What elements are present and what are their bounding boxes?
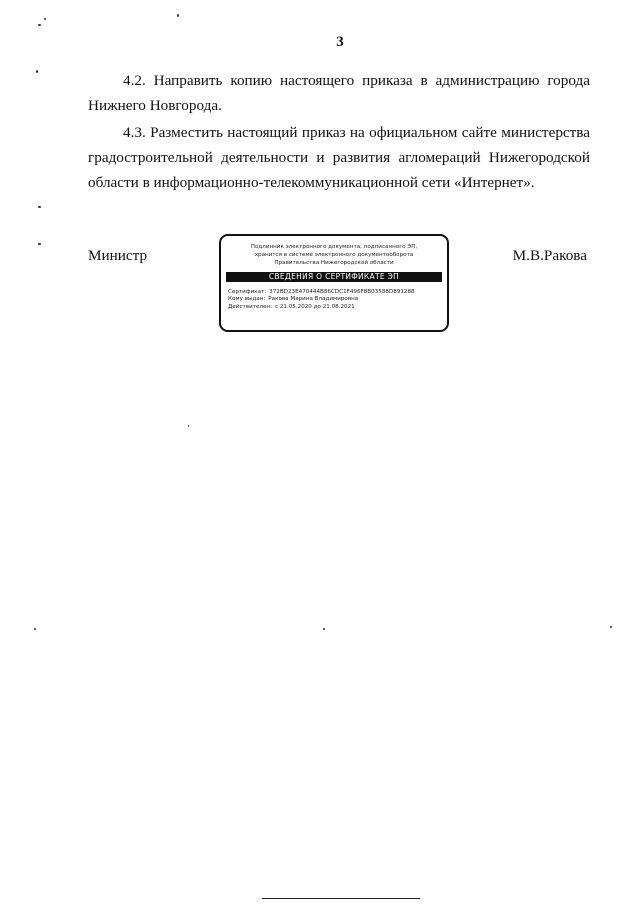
issued-to-value: Ракова Марина Владимировна [268, 296, 359, 303]
valid-label: Действителен: [228, 303, 272, 310]
footer-rule [262, 898, 420, 899]
stamp-header-line: хранится в системе электронного документооборота [254, 252, 414, 258]
paragraph-line: 4.3. Разместить настоящий приказ на официальном сайте министерства [123, 124, 590, 141]
stamp-header-line: Подлинник электронного документа, подписанного ЭП, [250, 244, 418, 250]
scan-speck [38, 206, 41, 208]
paragraph-line: 4.2. Направить копию настоящего приказа в администрацию города [123, 72, 590, 89]
issued-to-row [228, 296, 447, 303]
scan-speck [36, 70, 38, 73]
paragraph-line: Нижнего Новгорода. [88, 97, 222, 114]
scan-speck [38, 24, 41, 26]
paragraph-line: градостроительной деятельности и развития агломераций Нижегородской [88, 149, 590, 166]
scan-speck [38, 243, 41, 245]
issued-to-label: Кому выдан: [228, 296, 266, 303]
scan-speck [610, 626, 612, 628]
valid-row [228, 304, 447, 311]
stamp-header [221, 243, 447, 267]
stamp-banner: СВЕДЕНИЯ О СЕРТИФИКАТЕ ЭП [226, 272, 442, 282]
certificate-row [228, 289, 447, 296]
scan-speck [44, 18, 46, 20]
signer-title: Министр [88, 247, 148, 264]
electronic-signature-stamp [219, 234, 449, 332]
scan-speck [34, 628, 36, 630]
stamp-details [228, 289, 447, 311]
paragraph-line: области в информационно-телекоммуникационной сети «Интернет». [88, 174, 535, 191]
stamp-header-line: Правительства Нижегородской области [274, 260, 394, 266]
scan-speck [177, 14, 179, 17]
certificate-label: Сертификат: [228, 289, 267, 295]
paragraph-4-3 [88, 120, 590, 195]
signer-name: М.В.Ракова [512, 247, 587, 264]
certificate-value: 372BD23E470444B86CDC1F496F8B03588D891288 [269, 289, 415, 295]
scan-speck [323, 628, 325, 630]
page-number: 3 [336, 34, 344, 50]
valid-value: с 21.05.2020 до 21.08.2021 [274, 303, 355, 310]
paragraph-4-2 [88, 68, 590, 118]
scan-speck [188, 425, 189, 427]
